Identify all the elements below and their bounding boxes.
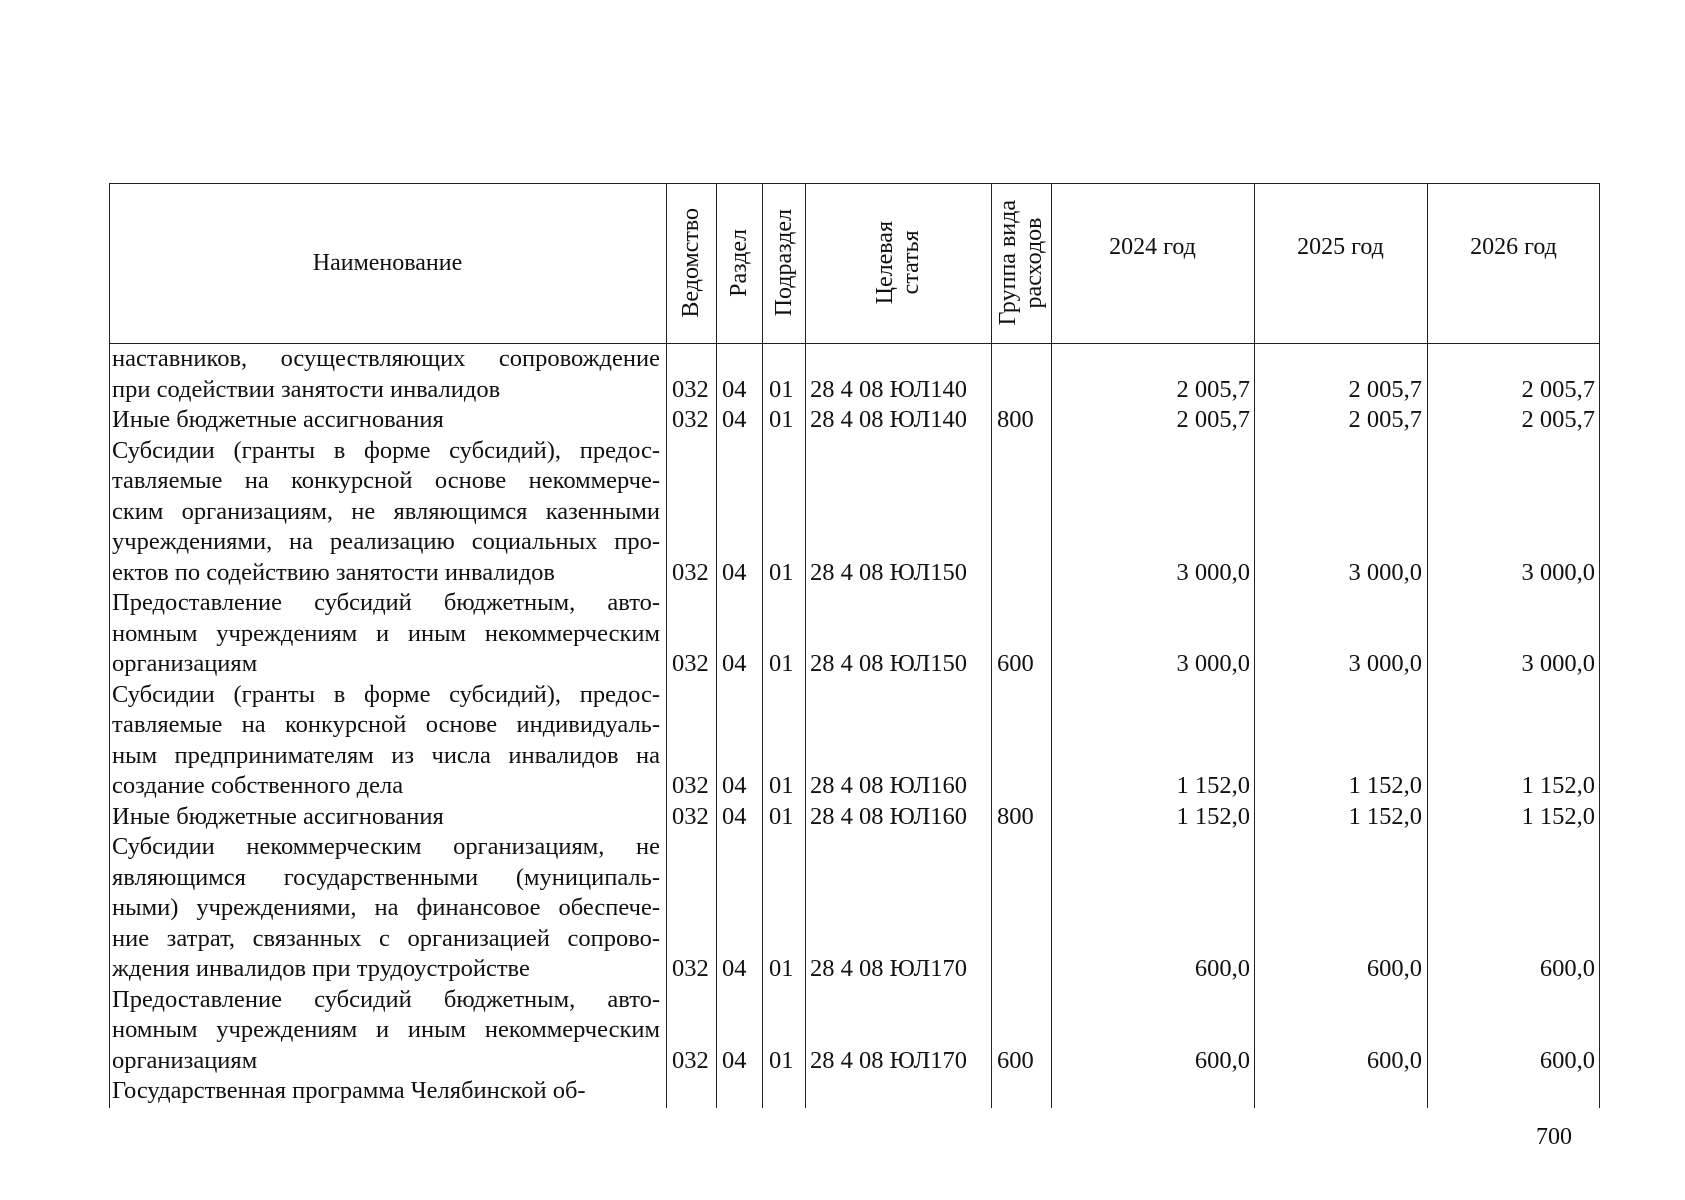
cell-name-line: ние затрат, связанных с организацией сопрово- (112, 924, 660, 952)
header-target-line: статья (898, 231, 924, 295)
cell-name (112, 344, 660, 405)
cell-expense-group: 600 (997, 650, 1034, 677)
cell-subsection: 01 (769, 558, 794, 586)
cell-section: 04 (722, 955, 747, 982)
cell-target-article: 28 4 08 ЮЛ140 (810, 375, 967, 403)
table-row (109, 985, 1600, 1077)
cell-name-line: Субсидии (гранты в форме субсидий), предос- (112, 436, 660, 464)
header-expense-group-label (995, 200, 1047, 325)
cell-2025: 2 005,7 (1348, 375, 1422, 403)
page-number: 700 (1536, 1124, 1572, 1150)
cell-name-line: Предоставление субсидий бюджетным, авто- (112, 589, 660, 616)
cell-subsection: 01 (769, 650, 794, 677)
cell-department: 032 (672, 375, 709, 403)
cell-subsection: 01 (769, 375, 794, 403)
cell-target-article: 28 4 08 ЮЛ160 (810, 802, 967, 830)
cell-2026: 600,0 (1539, 955, 1595, 982)
cell-2024: 2 005,7 (1176, 375, 1250, 403)
header-target-line: Целевая (872, 221, 898, 305)
cell-2024: 1 152,0 (1176, 802, 1250, 830)
cell-target-article: 28 4 08 ЮЛ170 (810, 955, 967, 982)
cell-name-line: создание собственного дела (112, 772, 404, 799)
cell-section: 04 (722, 375, 747, 403)
cell-department: 032 (672, 802, 709, 830)
cell-subsection: 01 (769, 955, 794, 982)
cell-2024: 600,0 (1194, 955, 1250, 982)
header-subsection-label: Подраздел (770, 209, 797, 317)
cell-2026: 2 005,7 (1521, 406, 1595, 433)
table-row (109, 344, 1600, 405)
cell-section: 04 (722, 802, 747, 830)
cell-2026: 1 152,0 (1521, 802, 1595, 830)
cell-section: 04 (722, 1046, 747, 1074)
cell-name-line: тавляемые на конкурсной основе некоммерче- (112, 467, 660, 494)
cell-name (112, 436, 660, 589)
cell-section: 04 (722, 406, 747, 433)
header-department (666, 183, 716, 343)
header-2025 (1254, 183, 1427, 343)
header-expense-group (991, 183, 1051, 343)
cell-name (112, 680, 660, 802)
cell-2026: 1 152,0 (1521, 772, 1595, 799)
cell-name (112, 802, 660, 833)
cell-name (112, 405, 660, 436)
cell-section: 04 (722, 650, 747, 677)
cell-name-line: ждения инвалидов при трудоустройстве (112, 955, 530, 982)
table-row (109, 1076, 1600, 1107)
cell-2025: 1 152,0 (1348, 772, 1422, 799)
cell-name-line: номным учреждениям и иным некоммерческим (112, 1016, 660, 1043)
header-section (716, 183, 762, 343)
cell-2024: 600,0 (1194, 1046, 1250, 1074)
cell-section: 04 (722, 558, 747, 586)
cell-name (112, 832, 660, 985)
cell-name-line: при содействии занятости инвалидов (112, 375, 501, 403)
cell-name-line: ным предпринимателям из числа инвалидов на (112, 741, 660, 769)
cell-department: 032 (672, 406, 709, 433)
cell-name-line: ским организациям, не являющимся казенными (112, 497, 660, 525)
cell-name-line: Предоставление субсидий бюджетным, авто- (112, 985, 660, 1013)
header-target-article-label (872, 221, 924, 304)
cell-2024: 3 000,0 (1176, 558, 1250, 586)
header-department-label: Ведомство (678, 208, 704, 318)
cell-department: 032 (672, 1046, 709, 1074)
cell-subsection: 01 (769, 406, 794, 433)
cell-name-line: Иные бюджетные ассигнования (112, 802, 444, 830)
cell-name-line: номным учреждениям и иным некоммерческим (112, 619, 660, 647)
cell-expense-group: 800 (997, 406, 1034, 433)
cell-name-line: организациям (112, 1046, 258, 1074)
table-row (109, 588, 1600, 680)
cell-2025: 2 005,7 (1348, 406, 1422, 433)
cell-name (112, 985, 660, 1077)
header-2024-label: 2024 год (1109, 234, 1196, 260)
header-name (109, 183, 666, 343)
header-group-line: расходов (1021, 217, 1047, 309)
cell-2025: 1 152,0 (1348, 802, 1422, 830)
table-row (109, 832, 1600, 985)
cell-department: 032 (672, 650, 709, 677)
header-2025-label: 2025 год (1297, 234, 1384, 260)
cell-name (112, 1076, 660, 1107)
cell-expense-group: 800 (997, 802, 1034, 830)
cell-subsection: 01 (769, 772, 794, 799)
cell-name (112, 588, 660, 680)
header-2026 (1427, 183, 1600, 343)
cell-section: 04 (722, 772, 747, 799)
cell-name-line: Субсидии некоммерческим организациям, не (112, 833, 660, 860)
table-row (109, 680, 1600, 802)
cell-2026: 2 005,7 (1521, 375, 1595, 403)
cell-2024: 1 152,0 (1176, 772, 1250, 799)
cell-subsection: 01 (769, 1046, 794, 1074)
table-row (109, 436, 1600, 589)
cell-2026: 3 000,0 (1521, 558, 1595, 586)
header-group-line: Группа вида (995, 200, 1021, 326)
cell-target-article: 28 4 08 ЮЛ170 (810, 1046, 967, 1074)
cell-name-line: Субсидии (гранты в форме субсидий), предос- (112, 680, 660, 708)
cell-2024: 2 005,7 (1176, 406, 1250, 433)
header-section-label: Раздел (726, 229, 752, 297)
cell-name-line: наставников, осуществляющих сопровождение (112, 345, 660, 372)
cell-target-article: 28 4 08 ЮЛ150 (810, 558, 967, 586)
cell-2025: 3 000,0 (1348, 650, 1422, 677)
cell-2026: 3 000,0 (1521, 650, 1595, 677)
cell-2024: 3 000,0 (1176, 650, 1250, 677)
header-subsection (762, 183, 805, 343)
cell-department: 032 (672, 955, 709, 982)
cell-subsection: 01 (769, 802, 794, 830)
header-name-label: Наименование (312, 250, 463, 276)
header-2024 (1051, 183, 1254, 343)
cell-department: 032 (672, 558, 709, 586)
cell-name-line: ными) учреждениями, на финансовое обеспече- (112, 894, 660, 921)
cell-target-article: 28 4 08 ЮЛ150 (810, 650, 967, 677)
cell-name-line: Иные бюджетные ассигнования (112, 406, 444, 433)
cell-name-line: тавляемые на конкурсной основе индивидуаль- (112, 711, 660, 738)
cell-2025: 3 000,0 (1348, 558, 1422, 586)
cell-target-article: 28 4 08 ЮЛ160 (810, 772, 967, 799)
cell-target-article: 28 4 08 ЮЛ140 (810, 406, 967, 433)
cell-name-line: Государственная программа Челябинской об- (112, 1077, 586, 1104)
header-2026-label: 2026 год (1470, 234, 1557, 260)
cell-2026: 600,0 (1539, 1046, 1595, 1074)
cell-2025: 600,0 (1366, 1046, 1422, 1074)
cell-name-line: учреждениями, на реализацию социальных про- (112, 528, 660, 555)
cell-department: 032 (672, 772, 709, 799)
table-row (109, 405, 1600, 436)
header-target-article (805, 183, 991, 343)
cell-2025: 600,0 (1366, 955, 1422, 982)
cell-name-line: ектов по содействию занятости инвалидов (112, 558, 555, 586)
table-row (109, 802, 1600, 833)
cell-expense-group: 600 (997, 1046, 1034, 1074)
cell-name-line: организациям (112, 650, 258, 677)
cell-name-line: являющимся государственными (муниципаль- (112, 863, 660, 891)
